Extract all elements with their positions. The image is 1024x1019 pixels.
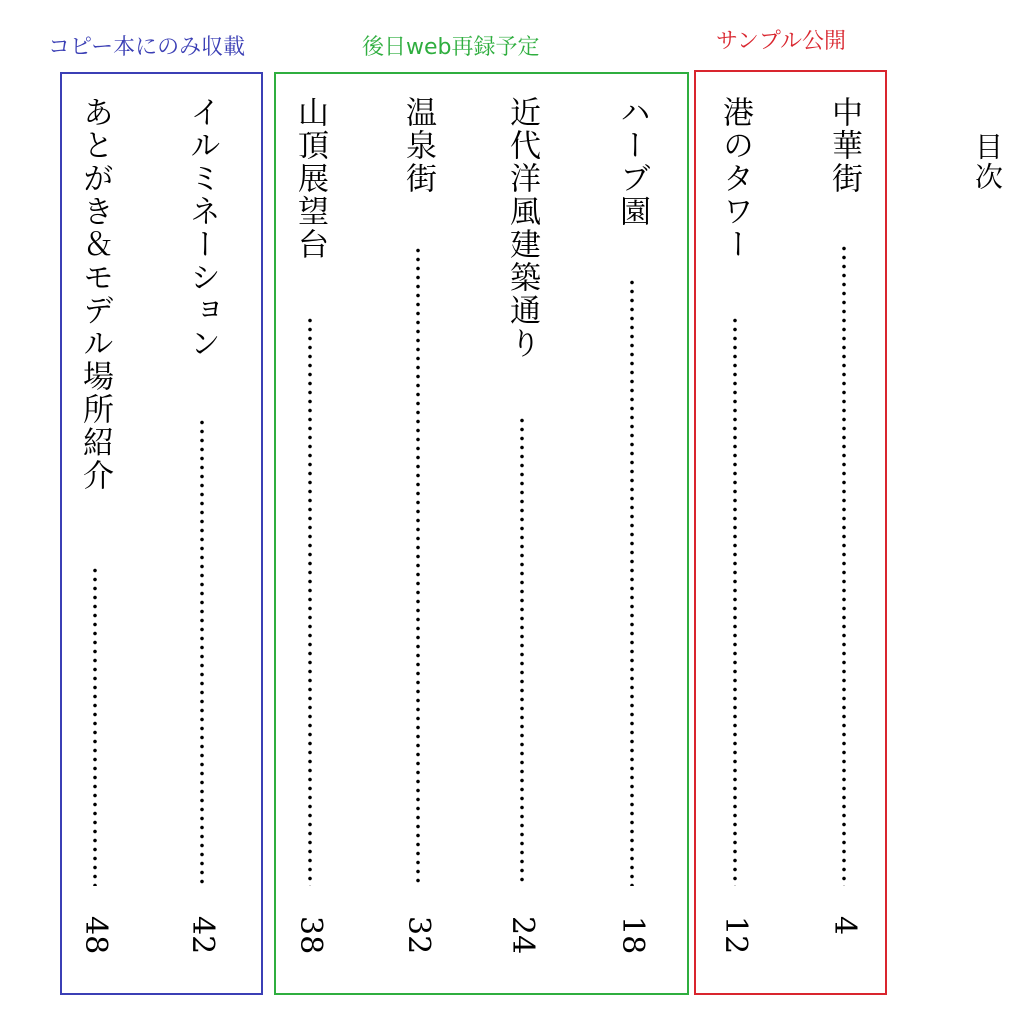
dot-leader [732,316,738,886]
toc-entry-summit-observatory[interactable] [288,96,332,976]
dot-leader [629,278,635,886]
entry-title: 中華街 [826,96,862,195]
entry-page-number: 12 [718,916,753,955]
group-label-copy: コピー本にのみ収載 [48,35,246,60]
dot-leader [199,418,205,886]
dot-leader [92,566,98,886]
entry-page-number: 38 [293,916,328,955]
entry-page-number: 18 [615,916,650,955]
entry-title: ハーブ園 [614,96,650,228]
entry-page-number: 24 [505,916,540,955]
dot-leader [307,316,313,886]
entry-page-number: 4 [827,916,862,936]
toc-title: 目次 [971,132,1004,192]
entry-title: 山頂展望台 [292,96,328,261]
dot-leader [519,416,525,886]
group-label-web: 後日web再録予定 [362,35,540,60]
entry-title: 近代洋風建築通り [504,96,540,360]
toc-entry-port-tower[interactable] [713,96,757,976]
entry-title: イルミネーション [184,96,220,360]
entry-page-number: 32 [401,916,436,955]
dot-leader [841,244,847,886]
entry-title: あとがき＆モデル場所紹介 [77,96,113,492]
toc-entry-chukagai[interactable] [822,96,866,976]
entry-page-number: 48 [78,916,113,955]
toc-entry-illumination[interactable] [180,96,224,976]
toc-entry-western-architecture-street[interactable] [500,96,544,976]
entry-title: 温泉街 [400,96,436,195]
toc-entry-herb-garden[interactable] [610,96,654,976]
entry-title: 港のタワー [717,96,753,261]
toc-entry-afterword-model-locations[interactable] [73,96,117,976]
dot-leader [415,246,421,886]
entry-page-number: 42 [185,916,220,955]
toc-entry-hot-spring-town[interactable] [396,96,440,976]
group-label-sample: サンプル公開 [716,29,847,54]
